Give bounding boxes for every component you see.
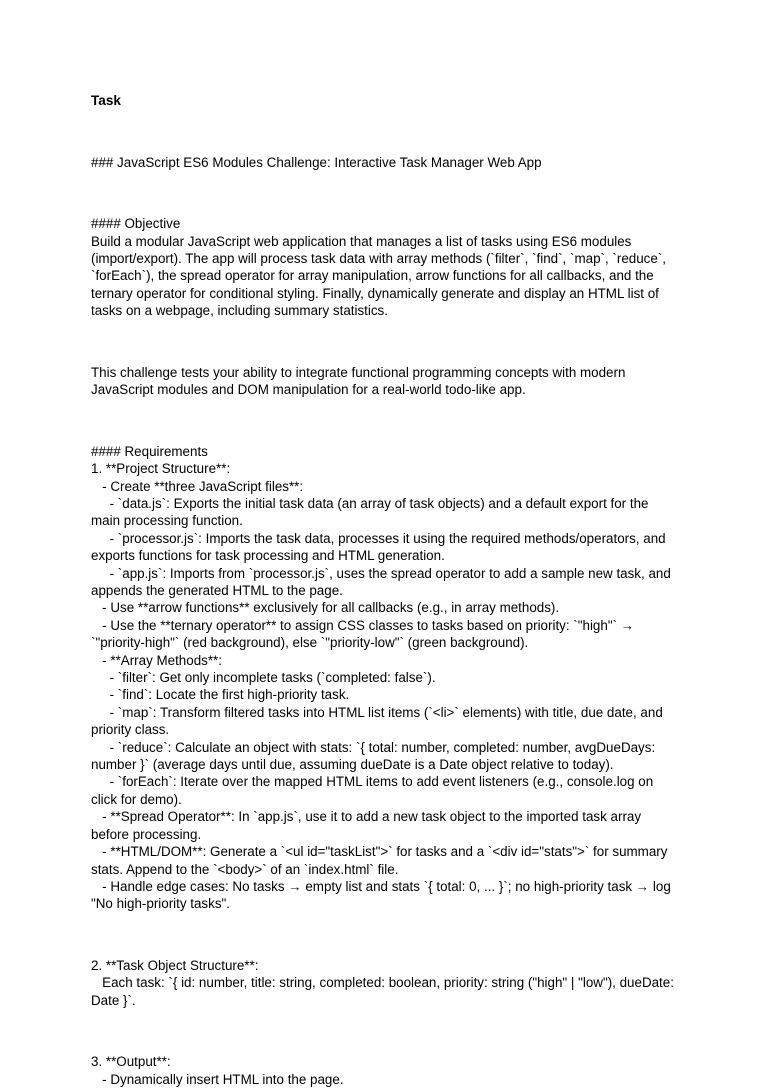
text-line: - Use **arrow functions** exclusively for all callbacks (e.g., in array methods). <box>91 600 560 616</box>
text-line: - **HTML/DOM**: Generate a `<ul id="taskList">` for tasks and a `<div id="stats">` for summary stats. Append to the `<body>` of an `index.html` file. <box>91 844 672 877</box>
text-line: Each task: `{ id: number, title: string, completed: boolean, priority: string ("high" | "low"), dueDate: Date }`. <box>91 975 678 1008</box>
text-line: - Dynamically insert HTML into the page. <box>91 1071 344 1087</box>
text-line: - Handle edge cases: No tasks → empty list and stats `{ total: 0, ... }`; no high-priority task → log "No high-priority tasks". <box>91 878 675 912</box>
text-line: - `app.js`: Imports from `processor.js`, uses the spread operator to add a sample new task, and appends the generated HTML to the page. <box>91 565 675 598</box>
paragraph-gap <box>91 333 681 350</box>
text-line: - `filter`: Get only incomplete tasks (`completed: false`). <box>91 670 436 686</box>
document-title: Task <box>91 93 121 108</box>
paragraph-gap <box>91 926 681 943</box>
text-line: - `reduce`: Calculate an object with stats: `{ total: number, completed: number, avgDueDays: number }` (average days until due, assuming dueDate is a Date object relative to today). <box>91 739 659 773</box>
text-line: - **Spread Operator**: In `app.js`, use it to add a new task object to the imported task array before processing. <box>91 809 645 842</box>
text-line: 3. **Output**: <box>91 1054 171 1070</box>
text-line: - `data.js`: Exports the initial task data (an array of task objects) and a default export for the main processing function. <box>91 495 653 529</box>
text-line: 1. **Project Structure**: <box>91 461 231 477</box>
text-line: 2. **Task Object Structure**: <box>91 957 259 973</box>
text-line: - `find`: Locate the first high-priority task. <box>91 687 350 703</box>
paragraph-gap <box>91 412 681 429</box>
text-line: This challenge tests your ability to integrate functional programming concepts with modern JavaScript modules and DOM manipulation for a real-world todo-like app. <box>91 364 630 398</box>
paragraph-gap <box>91 123 681 140</box>
text-line: - `map`: Transform filtered tasks into HTML list items (`<li>` elements) with title, due date, and priority class. <box>91 704 667 738</box>
text-line: - `forEach`: Iterate over the mapped HTML items to add event listeners (e.g., console.log on click for demo). <box>91 774 657 807</box>
text-line: - Use the **ternary operator** to assign CSS classes to tasks based on priority: `"high"` → `"priority-high"` (red background), else `"priority-low"` (green background). <box>91 617 638 651</box>
text-line: - **Array Methods**: <box>91 652 222 668</box>
text-line: - Create **three JavaScript files**: <box>91 478 304 494</box>
document-body <box>91 92 681 1088</box>
text-line: #### Objective <box>91 216 181 232</box>
document-content <box>91 123 681 1088</box>
paragraph-gap <box>91 1023 681 1040</box>
paragraph-gap <box>91 184 681 201</box>
text-line: - `processor.js`: Imports the task data, processes it using the required methods/operators, and exports functions for task processing and HTML generation. <box>91 530 670 564</box>
text-line: ### JavaScript ES6 Modules Challenge: Interactive Task Manager Web App <box>91 154 542 170</box>
text-line: Build a modular JavaScript web application that manages a list of tasks using ES6 modules (import/export). The app will process task data with array methods (`filter`, `find`, `map`, `reduce`, `forEach`), the spread operator for array manipulation, arrow functions for all callbacks, and the ternary operator for conditional styling. Finally, dynamically generate and display an HTML list of tasks on a webpage, including summary statistics. <box>91 233 670 319</box>
text-line: #### Requirements <box>91 443 208 459</box>
